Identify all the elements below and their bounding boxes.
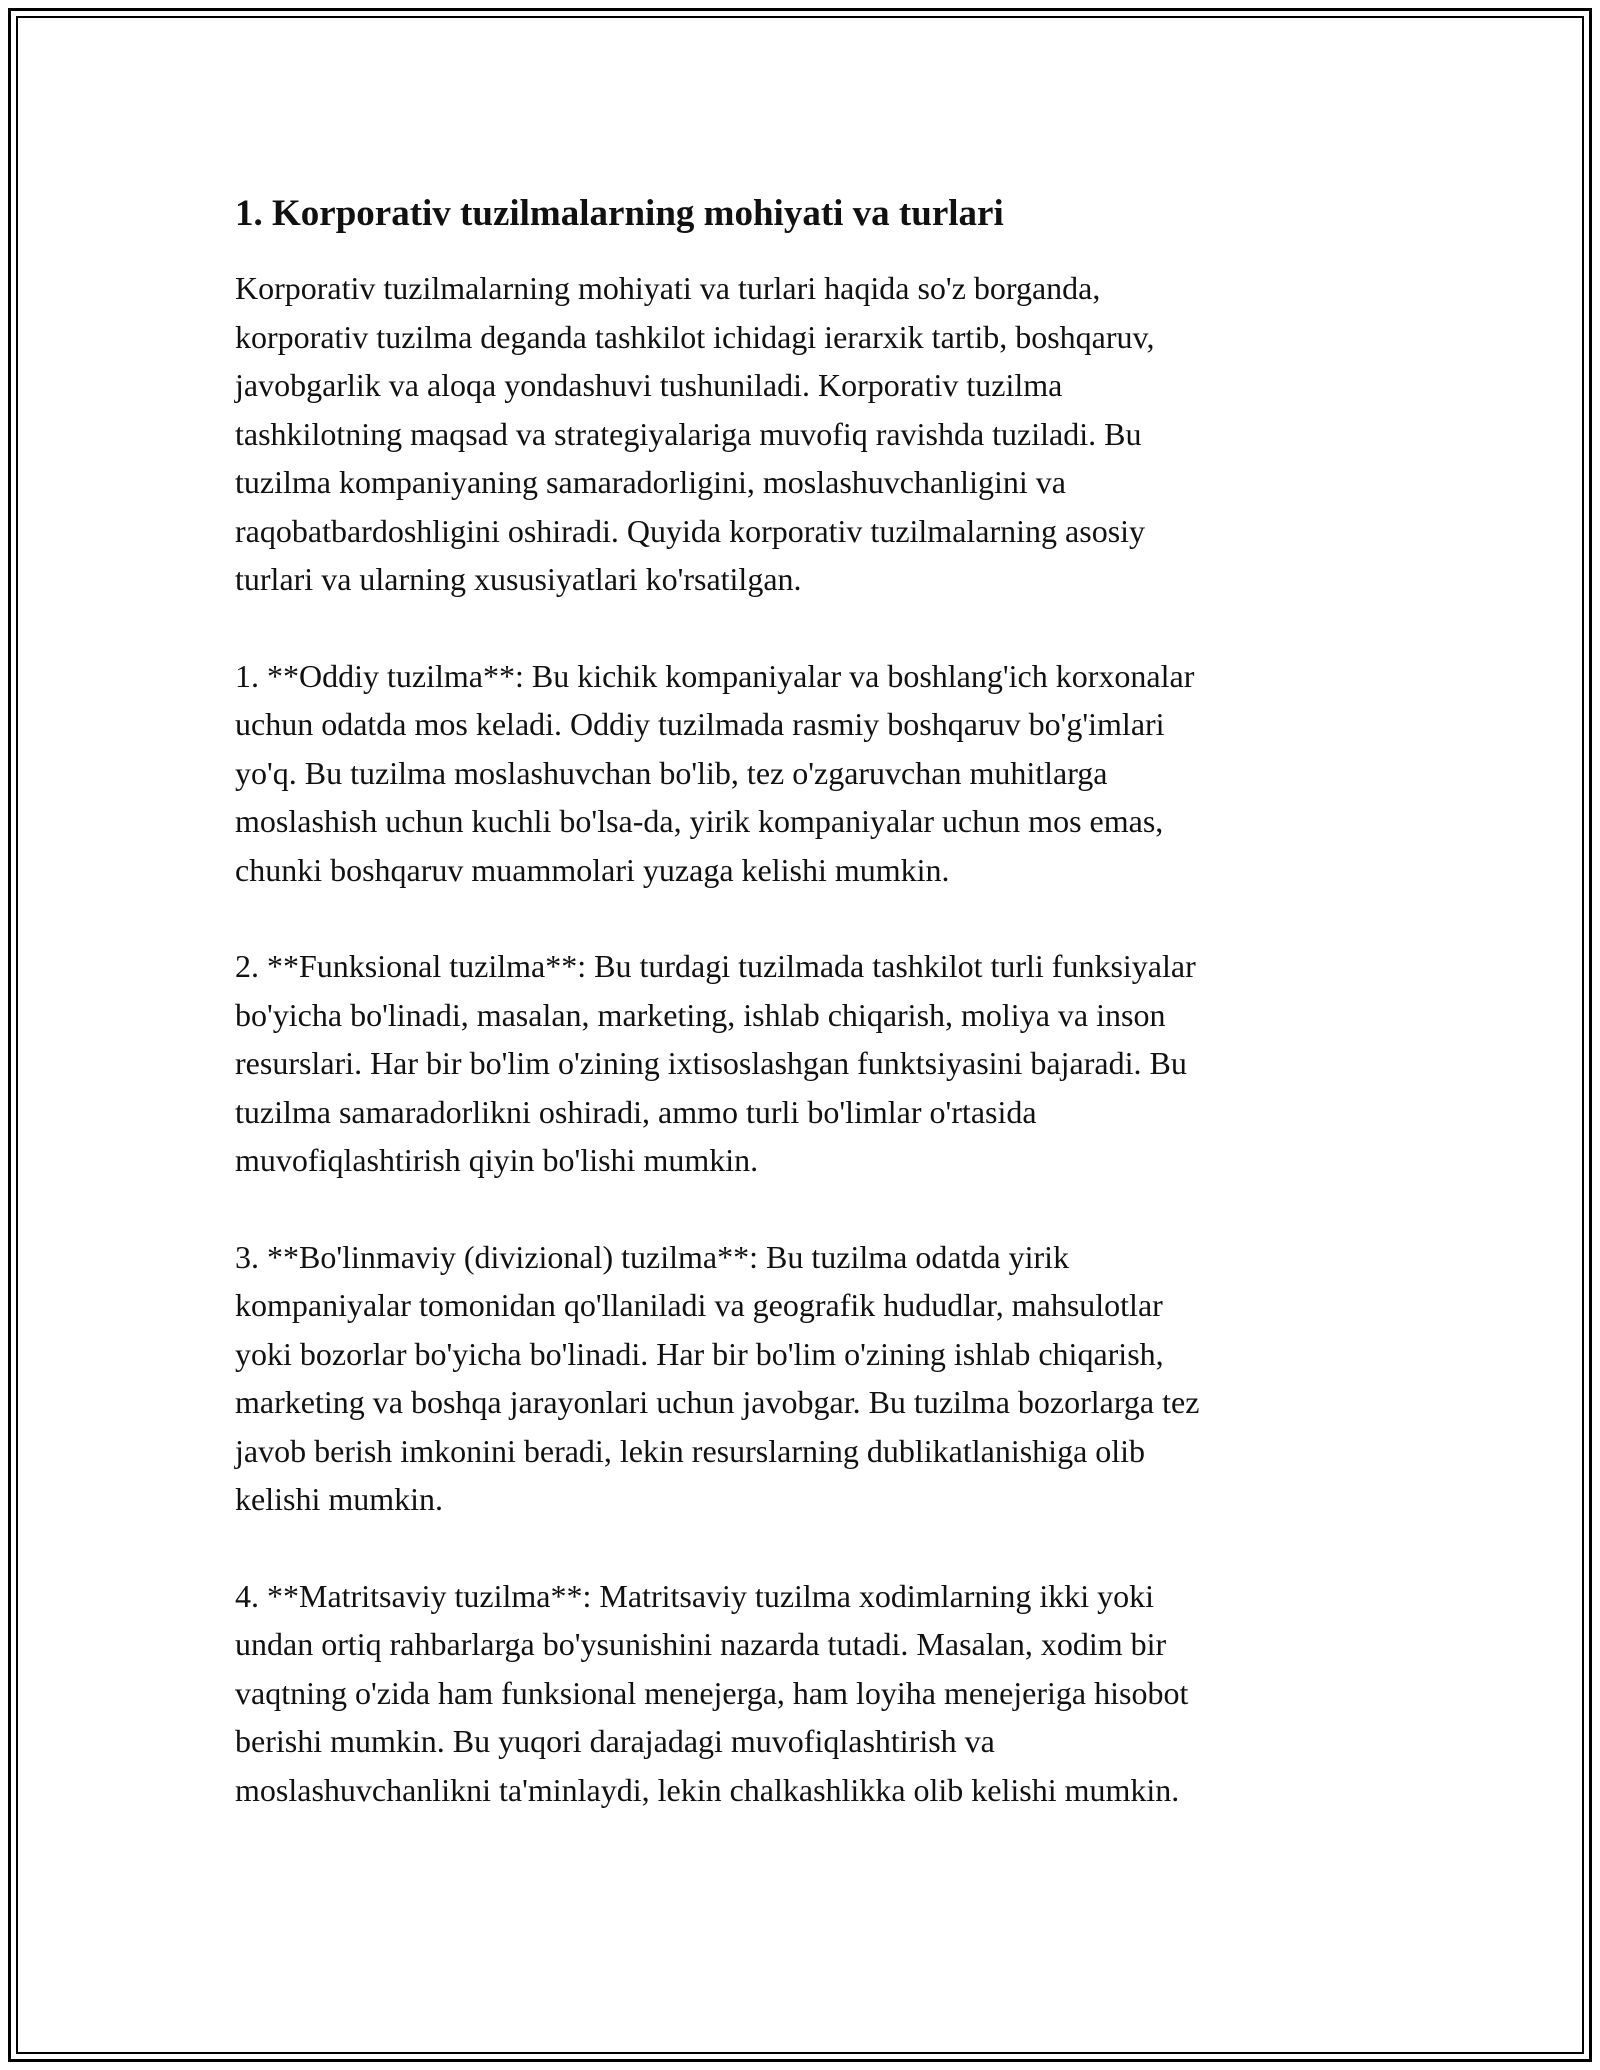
list-item-functional-structure: 2. **Funksional tuzilma**: Bu turdagi tuzilmada tashkilot turli funksiyalar bo'yicha bo'linadi, masalan, marketing, ishlab chiqarish, moliya va inson resurslari. Har bir bo'lim o'zining ixtisoslashgan funktsiyasini bajaradi. Bu tuzilma samaradorlikni oshiradi, ammo turli bo'limlar o'rtasida muvofiqlashtirish qiyin bo'lishi mumkin.: [235, 948, 1196, 1178]
paragraph-spacer: [235, 894, 1355, 942]
list-item-divisional-structure: 3. **Bo'linmaviy (divizional) tuzilma**: Bu tuzilma odatda yirik kompaniyalar tomonidan qo'llaniladi va geografik hududlar, mahsulotlar yoki bozorlar bo'yicha bo'linadi. Har bir bo'lim o'zining ishlab chiqarish, marketing va boshqa jarayonlari uchun javobgar. Bu tuzilma bozorlarga tez javob berish imkonini beradi, lekin resurslarning dublikatlanishiga olib kelishi mumkin.: [235, 1238, 1200, 1517]
paragraph-spacer: [235, 1524, 1355, 1572]
list-item-simple-structure: 1. **Oddiy tuzilma**: Bu kichik kompaniyalar va boshlang'ich korxonalar uchun odatda mos keladi. Oddiy tuzilmada rasmiy boshqaruv bo'g'imlari yo'q. Bu tuzilma moslashuvchan bo'lib, tez o'zgaruvchan muhitlarga moslashish uchun kuchli bo'lsa-da, yirik kompaniyalar uchun mos emas, chunki boshqaruv muammolari yuzaga kelishi mumkin.: [235, 657, 1195, 888]
list-item-matrix-structure: 4. **Matritsaviy tuzilma**: Matritsaviy tuzilma xodimlarning ikki yoki undan ortiq rahbarlarga bo'ysunishini nazarda tutadi. Masalan, xodim bir vaqtning o'zida ham funksional menejerga, ham loyiha menejeriga hisobot berishi mumkin. Bu yuqori darajadagi muvofiqlashtirish va moslashuvchanlikni ta'minlaydi, lekin chalkashlikka olib kelishi mumkin.: [235, 1577, 1189, 1808]
paragraph-spacer: [235, 604, 1355, 652]
intro-paragraph: Korporativ tuzilmalarning mohiyati va turlari haqida so'z borganda, korporativ tuzilma deganda tashkilot ichidagi ierarxik tartib, boshqaruv, javobgarlik va aloqa yondashuvi tushuniladi. Korporativ tuzilma tashkilotning maqsad va strategiyalariga muvofiq ravishda tuziladi. Bu tuzilma kompaniyaning samaradorligini, moslashuvchanligini va raqobatbardoshligini oshiradi. Quyida korporativ tuzilmalarning asosiy turlari va ularning xususiyatlari ko'rsatilgan.: [235, 270, 1155, 597]
document-body: [235, 188, 1355, 1814]
paragraph-spacer: [235, 1185, 1355, 1233]
section-heading: 1. Korporativ tuzilmalarning mohiyati va turlari: [235, 193, 1004, 234]
